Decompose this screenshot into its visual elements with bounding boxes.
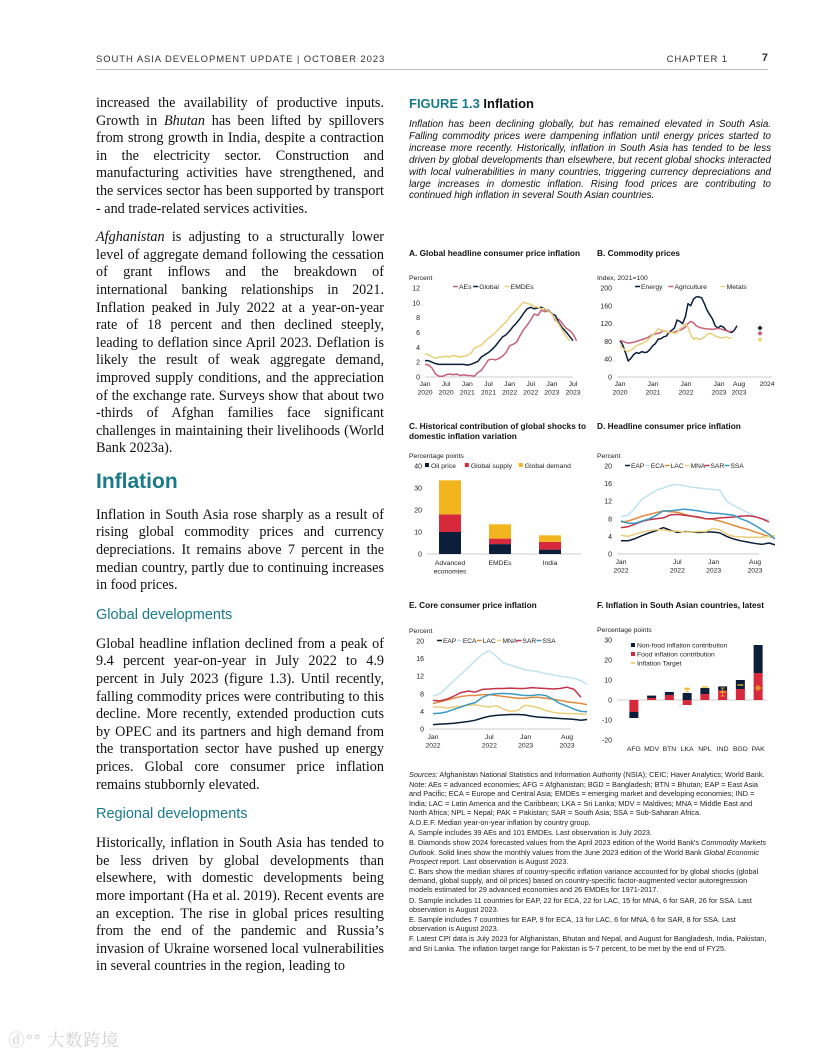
y-tick-label: 20 bbox=[414, 507, 422, 515]
note-abbreviations: Note: AEs = advanced economies; AFG = Afghanistan; BGD = Bangladesh; BTN = Bhutan; EAP = East Asia and Pacific; ECA = Europe and Central Asia; EMDEs = emerging market and developing economies; IND = India; LAC = Latin America and the Caribbean; LKA = Sri Lanka; MDV = Maldives; MNA = Middle East and North Africa; NPL = Nepal; PAK = Pakistan; SAR = South Asia; SSA = Sub-Saharan Africa. bbox=[409, 780, 758, 817]
panel-f-title: F. Inflation in South Asian countries, latest bbox=[597, 600, 765, 610]
bar-nonfood-afg bbox=[629, 712, 638, 718]
legend-swatch bbox=[519, 463, 523, 467]
y-axis-label: Index, 2021=100 bbox=[597, 275, 648, 282]
x-tick-label: Jul bbox=[568, 381, 578, 388]
panel-c-title: C. Historical contribution of global shocks to domestic inflation variation bbox=[409, 421, 587, 441]
y-tick-label: 8 bbox=[420, 691, 424, 699]
x-tick-label: NPL bbox=[698, 746, 712, 753]
legend-label: SSA bbox=[730, 463, 744, 470]
y-tick-label: 40 bbox=[414, 463, 422, 471]
y-tick-label: 120 bbox=[600, 321, 612, 329]
panel-e-title: E. Core consumer price inflation bbox=[409, 600, 537, 610]
legend-label: SAR bbox=[710, 463, 725, 470]
x-tick-label: India bbox=[542, 560, 558, 567]
x-tick-label: MDV bbox=[644, 746, 660, 753]
forecast-diamond-energy bbox=[758, 326, 763, 331]
x-tick-label: Jan bbox=[647, 381, 659, 388]
bar-nonfood-npl bbox=[700, 688, 709, 694]
series-line-lac bbox=[433, 695, 587, 705]
y-tick-label: 4 bbox=[420, 708, 424, 716]
y-tick-label: 0 bbox=[608, 697, 612, 705]
y-tick-label: 0 bbox=[608, 374, 612, 382]
y-tick-label: 10 bbox=[604, 677, 612, 685]
y-tick-label: -20 bbox=[601, 737, 612, 745]
watermark: ⓓ°° 大数跨境 bbox=[8, 1031, 120, 1050]
panel-c bbox=[409, 421, 587, 586]
bar-food-mdv bbox=[647, 698, 656, 700]
y-axis-label: Percentage points bbox=[597, 627, 652, 634]
x-tick-label: 2023 bbox=[565, 389, 581, 397]
bar-food-btn bbox=[665, 695, 674, 700]
bar-food-npl bbox=[700, 694, 709, 700]
y-axis-label: Percent bbox=[409, 628, 433, 635]
x-tick-label: Jul bbox=[484, 734, 494, 741]
x-tick-label: LKA bbox=[680, 746, 694, 753]
legend-label: SSA bbox=[542, 638, 556, 645]
x-tick-label: Jan bbox=[504, 381, 516, 388]
bar-oil-price bbox=[539, 550, 561, 554]
legend-label: LAC bbox=[482, 638, 496, 645]
chart-d-headline-cpi-regions bbox=[597, 447, 775, 587]
panel-d-title: D. Headline consumer price inflation bbox=[597, 421, 741, 431]
chart-b-commodity-prices bbox=[597, 272, 775, 402]
x-tick-label: 2022 bbox=[481, 742, 497, 750]
series-line-metals bbox=[620, 324, 732, 352]
subheading-global-developments: Global developments bbox=[96, 606, 233, 623]
panel-a bbox=[409, 248, 587, 413]
chapter-label: CHAPTER 1 bbox=[666, 54, 728, 65]
panel-e bbox=[409, 600, 587, 765]
legend-label: Food inflation contribution bbox=[637, 651, 715, 659]
figure-notes bbox=[409, 770, 771, 954]
figure-label: FIGURE 1.3 bbox=[409, 96, 480, 111]
legend-label: EAP bbox=[631, 463, 645, 470]
bar-oil-price bbox=[439, 532, 461, 554]
legend-label: EMDEs bbox=[510, 284, 534, 291]
x-tick-label: 2024 bbox=[759, 381, 775, 388]
x-tick-label: Aug bbox=[748, 559, 762, 566]
x-tick-label: 2020 bbox=[417, 389, 433, 397]
paragraph-afghanistan: Afghanistan is adjusting to a structurally lower level of aggregate demand following the cessation of grant inflows and the breakdown of international banking relationships in 2021. Inflation peaked in July 2022 at a year-on-year rate of 18 percent and then declined steeply, leading to deflation since April 2023. Deflation is likely the result of weak aggregate demand, improved supply conditions, and the appreciation of the exchange rate. Surveys show that about two -thirds of Afghan families face significant challenges in maintaining their livelihoods (World Bank 2023a). bbox=[96, 229, 384, 457]
y-tick-label: 16 bbox=[416, 656, 424, 664]
x-tick-label: IND bbox=[716, 746, 729, 753]
legend-label: Inflation Target bbox=[637, 660, 682, 668]
x-tick-label: EMDEs bbox=[488, 560, 512, 567]
bar-global-demand bbox=[539, 535, 561, 542]
x-tick-label: 2020 bbox=[612, 389, 628, 397]
legend-label: ECA bbox=[650, 463, 665, 470]
y-tick-label: 4 bbox=[416, 344, 420, 352]
x-tick-label: 2022 bbox=[523, 389, 539, 397]
bar-global-supply bbox=[439, 514, 461, 532]
y-tick-label: 30 bbox=[414, 485, 422, 493]
y-tick-label: 4 bbox=[608, 533, 612, 541]
x-tick-label: Jan bbox=[680, 381, 692, 388]
y-tick-label: 2 bbox=[416, 359, 420, 367]
legend-label: Metals bbox=[726, 284, 747, 291]
x-tick-label: Jul bbox=[672, 559, 682, 566]
section-heading-inflation: Inflation bbox=[96, 469, 178, 493]
page-number: 7 bbox=[761, 52, 768, 64]
x-tick-label: 2023 bbox=[731, 389, 747, 397]
bar-nonfood-pak bbox=[754, 645, 763, 673]
bar-global-demand bbox=[439, 480, 461, 514]
legend-label: AEs bbox=[459, 284, 472, 291]
chart-a-global-headline-cpi bbox=[409, 272, 587, 402]
legend-label: Global demand bbox=[524, 463, 571, 470]
chart-c-global-shocks bbox=[409, 447, 587, 587]
chart-f-south-asia-countries bbox=[597, 624, 775, 764]
x-tick-label: 2023 bbox=[747, 567, 763, 575]
series-line-aes bbox=[425, 310, 577, 376]
figure-subtitle: Inflation has been declining globally, but has remained elevated in South Asia. Falling commodity prices were dampening inflation until energy prices started to increase more recently. Historically, inflation in South Asia has tended to be less driven by global developments than elsewhere, but recent global shocks interacted with local vulnerabilities in many countries, triggering currency depreciations and large increases in domestic inflation. Rising food prices are contributing to continued high inflation in several South Asian countries. bbox=[409, 119, 771, 202]
bar-nonfood-mdv bbox=[647, 696, 656, 698]
legend-label: MNA bbox=[502, 638, 518, 645]
bar-nonfood-lka bbox=[683, 693, 692, 700]
x-tick-label: Jan bbox=[708, 559, 720, 566]
y-axis-label: Percent bbox=[409, 275, 433, 282]
x-tick-label: Jan bbox=[713, 381, 725, 388]
chart-e-core-cpi-regions bbox=[409, 622, 587, 762]
y-tick-label: 8 bbox=[608, 516, 612, 524]
x-tick-label: 2023 bbox=[711, 389, 727, 397]
forecast-diamond-metals bbox=[758, 337, 763, 342]
x-tick-label: 2023 bbox=[544, 389, 560, 397]
x-tick-label: 2021 bbox=[480, 389, 496, 397]
y-tick-label: 80 bbox=[604, 338, 612, 346]
bar-global-supply bbox=[539, 542, 561, 550]
y-tick-label: 40 bbox=[604, 356, 612, 364]
y-tick-label: 20 bbox=[604, 657, 612, 665]
watermark-logo-icon: ⓓ°° bbox=[8, 1031, 48, 1050]
x-tick-label: Jul bbox=[441, 381, 451, 388]
bar-food-bgd bbox=[736, 689, 745, 700]
series-line-eca bbox=[621, 484, 769, 519]
x-tick-label: 2023 bbox=[518, 742, 534, 750]
note-adef: A.D.E.F. Median year-on-year inflation by country group. bbox=[409, 818, 591, 828]
legend-label: SAR bbox=[522, 638, 537, 645]
paragraph-global: Global headline inflation declined from a peak of 9.4 percent year-on-year in July 2022 to 4.9 percent in July 2023 (figure 1.3). Until recently, falling commodity prices were contributing to this decline. More recently, extended production cuts by OPEC and its partners and high demand from the transportation sector have pushed up energy prices. Global core consumer price inflation remains stubbornly elevated. bbox=[96, 635, 384, 793]
note-a: A. Sample includes 39 AEs and 101 EMDEs. Last observation is July 2023. bbox=[409, 828, 652, 838]
page-header bbox=[96, 52, 768, 70]
note-e: E. Sample includes 7 countries for EAP, 9 for ECA, 13 for LAC, 6 for MNA, 6 for SAR, 8 for SSA. Last observation is August 2023. bbox=[409, 915, 736, 934]
x-tick-label: Aug bbox=[732, 381, 746, 388]
x-tick-label: 2021 bbox=[645, 389, 661, 397]
y-axis-label: Percentage points bbox=[409, 453, 464, 460]
y-tick-label: 6 bbox=[416, 330, 420, 337]
note-c: C. Bars show the median shares of country-specific inflation variance accounted for by global shocks (global demand, global supply, and oil prices) based on country-specific factor-augmented vector autoregression models estimated for 29 advanced economies and 26 EMDEs for 1971-2017. bbox=[409, 867, 759, 895]
forecast-diamond-agriculture bbox=[758, 331, 763, 336]
x-tick-label: Advanced bbox=[434, 560, 466, 567]
y-tick-label: 0 bbox=[608, 551, 612, 559]
bar-global-supply bbox=[489, 539, 511, 545]
x-tick-label: 2023 bbox=[559, 742, 575, 750]
y-tick-label: 16 bbox=[604, 481, 612, 489]
x-tick-label: Jan bbox=[615, 559, 627, 566]
x-tick-label: Aug bbox=[560, 734, 574, 741]
y-tick-label: 12 bbox=[604, 498, 612, 506]
legend-label: LAC bbox=[670, 463, 684, 470]
body-text-column bbox=[96, 95, 384, 987]
x-tick-label: Jan bbox=[427, 734, 439, 741]
y-tick-label: 20 bbox=[604, 463, 612, 471]
y-tick-label: 0 bbox=[418, 551, 422, 559]
y-tick-label: 12 bbox=[416, 673, 424, 681]
x-tick-label: 2022 bbox=[669, 567, 685, 575]
y-axis-label: Percent bbox=[597, 453, 621, 460]
panel-a-title: A. Global headline consumer price inflation bbox=[409, 248, 581, 258]
legend-swatch bbox=[425, 463, 429, 467]
x-tick-label: 2022 bbox=[502, 389, 518, 397]
legend-swatch bbox=[465, 463, 469, 467]
legend-swatch bbox=[631, 652, 635, 656]
note-b: B. Diamonds show 2024 forecasted values from the April 2023 edition of the World Bank's Commodity Markets Outlook. Solid lines show the monthly values from the June 2023 edition of the World Bank Global Economic Prospect report. Last observation is August 2023. bbox=[409, 838, 766, 866]
panel-f bbox=[597, 600, 775, 765]
x-tick-label: 2022 bbox=[678, 389, 694, 397]
series-line-eca bbox=[433, 651, 587, 696]
paragraph-inflation-intro: Inflation in South Asia rose sharply as a result of rising global commodity prices and currency depreciations. It remains above 7 percent in the median country, partly due to continuing increases in food prices. bbox=[96, 506, 384, 594]
panel-b-title: B. Commodity prices bbox=[597, 248, 680, 258]
publication-title: SOUTH ASIA DEVELOPMENT UPDATE | OCTOBER 2023 bbox=[96, 54, 386, 65]
y-tick-label: -10 bbox=[601, 717, 612, 725]
bar-global-demand bbox=[489, 524, 511, 538]
note-sources: Sources: Afghanistan National Statistics and Information Authority (NSIA); CEIC; Haver Analytics; World Bank. bbox=[409, 770, 765, 779]
figure-title bbox=[409, 96, 771, 111]
x-tick-label: Jan bbox=[461, 381, 473, 388]
paragraph-bhutan: increased the availability of productive inputs. Growth in Bhutan has been lifted by spillovers from strong growth in India, despite a contraction in the electricity sector. Construction and manufacturing activities have strengthened, and the services sector has been supported by transport - and trade-related services activities. bbox=[96, 95, 384, 217]
bar-food-afg bbox=[629, 700, 638, 712]
y-tick-label: 200 bbox=[600, 285, 612, 293]
y-tick-label: 10 bbox=[414, 529, 422, 537]
y-tick-label: 30 bbox=[604, 637, 612, 645]
x-tick-label: 2022 bbox=[613, 567, 629, 575]
series-line-mna bbox=[433, 705, 587, 715]
x-tick-label: 2021 bbox=[459, 389, 475, 397]
legend-label: Global bbox=[479, 284, 499, 291]
x-tick-label: Jul bbox=[484, 381, 493, 388]
x-tick-label: Jan bbox=[546, 381, 558, 388]
legend-label: Global supply bbox=[470, 463, 513, 470]
paragraph-regional: Historically, inflation in South Asia has tended to be less driven by global developments than elsewhere, with domestic developments being more important (Ha et al. 2019). Recent events are an exception. The rise in global prices resulting from the end of the pandemic and Russia’s invasion of Ukraine worsened local vulnerabilities in several countries in the region, leading to bbox=[96, 835, 384, 975]
x-tick-label: AFG bbox=[626, 746, 641, 753]
x-tick-label: BGD bbox=[733, 746, 748, 753]
figure-1-3 bbox=[409, 96, 771, 202]
series-line-emdes bbox=[425, 302, 569, 358]
panel-d bbox=[597, 421, 775, 586]
y-tick-label: 160 bbox=[600, 303, 612, 311]
y-tick-label: 0 bbox=[420, 726, 424, 734]
y-tick-label: 12 bbox=[412, 285, 420, 293]
legend-label: Energy bbox=[641, 284, 663, 291]
legend-label: ECA bbox=[462, 638, 477, 645]
legend-label: Oil price bbox=[431, 463, 456, 470]
x-tick-label: Jan bbox=[520, 734, 532, 741]
x-tick-label: Jan bbox=[614, 381, 626, 388]
legend-label: Agriculture bbox=[674, 284, 707, 291]
x-tick-label: economies bbox=[433, 568, 467, 576]
x-tick-label: 2022 bbox=[425, 742, 441, 750]
x-tick-label: 2020 bbox=[438, 389, 454, 397]
legend-label: MNA bbox=[690, 463, 706, 470]
legend-label: Non-food inflation contribution bbox=[637, 642, 728, 650]
bar-oil-price bbox=[489, 544, 511, 554]
bar-nonfood-btn bbox=[665, 692, 674, 695]
x-tick-label: BTN bbox=[662, 746, 677, 753]
panel-b bbox=[597, 248, 775, 413]
x-tick-label: Jul bbox=[526, 381, 536, 388]
y-tick-label: 0 bbox=[416, 374, 420, 382]
figure-title-text: Inflation bbox=[483, 96, 534, 111]
series-line-eap bbox=[433, 714, 587, 724]
bar-food-lka bbox=[683, 700, 692, 705]
y-tick-label: 20 bbox=[416, 638, 424, 646]
x-tick-label: PAK bbox=[751, 746, 765, 753]
x-tick-label: 2023 bbox=[706, 567, 722, 575]
legend-label: EAP bbox=[443, 638, 457, 645]
legend-swatch bbox=[631, 643, 635, 647]
note-f: F. Latest CPI data is July 2023 for Afghanistan, Bhutan and Nepal, and August for Bangladesh, India, Pakistan, and Sri Lanka. The inflation target range for Pakistan is 5-7 percent, to be met by the end of FY25. bbox=[409, 934, 767, 953]
y-tick-label: 8 bbox=[416, 315, 420, 323]
y-tick-label: 10 bbox=[412, 300, 420, 308]
subheading-regional-developments: Regional developments bbox=[96, 806, 248, 823]
x-tick-label: Jan bbox=[419, 381, 431, 388]
note-d: D. Sample includes 11 countries for EAP, 22 for ECA, 22 for LAC, 15 for MNA, 6 for SAR, 26 for SSA. Last observation is August 2023. bbox=[409, 895, 752, 914]
